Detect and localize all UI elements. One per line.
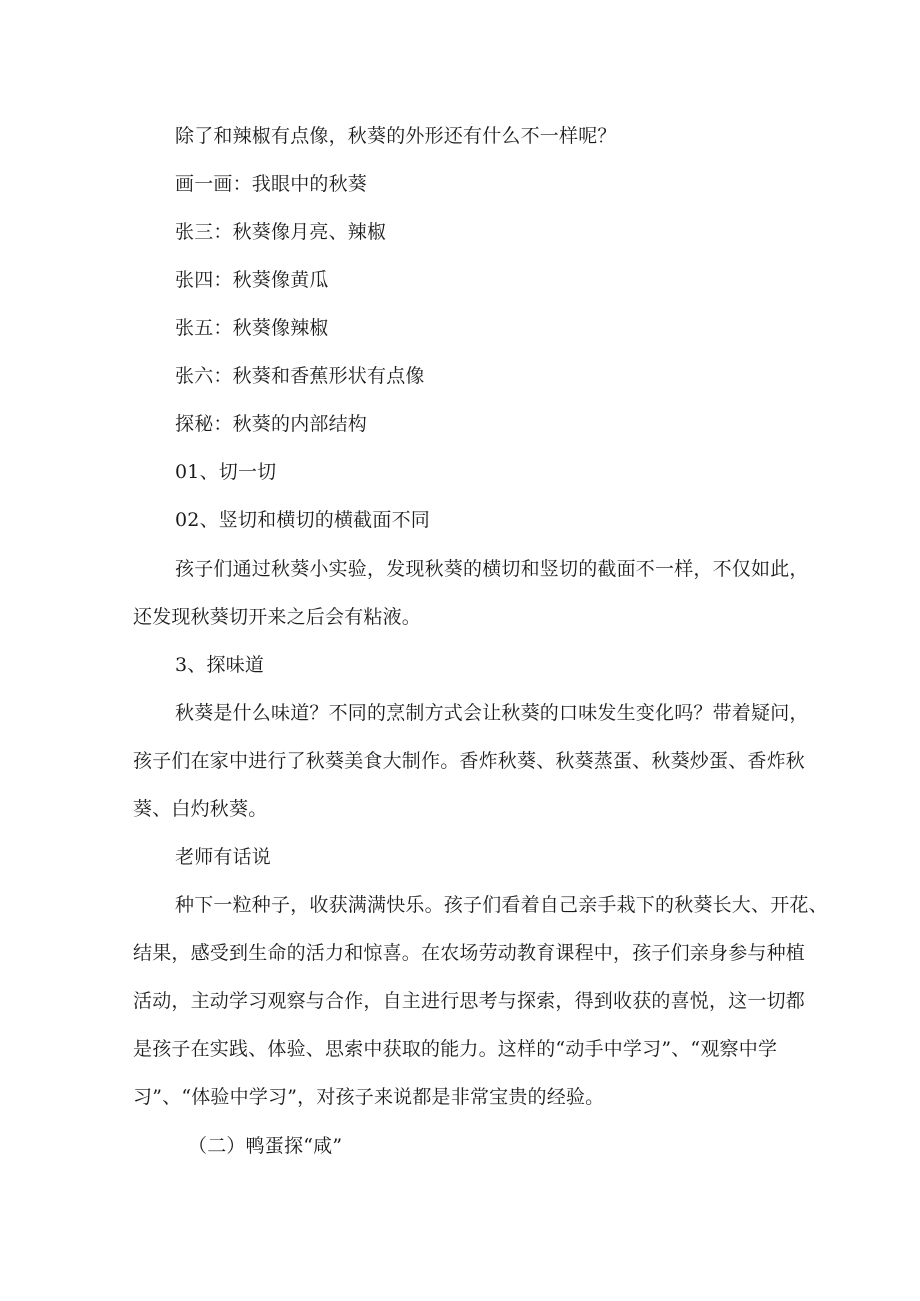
text-line: 张三：秋葵像月亮、辣椒 [175,221,387,243]
text-line: 还发现秋葵切开来之后会有粘液。 [133,606,422,628]
text-line: 01、切一切 [175,461,277,483]
section-heading: （二）鸭蛋探“咸” [188,1135,343,1157]
text-line: 葵、白灼秋葵。 [133,798,268,820]
text-line: 秋葵是什么味道？不同的烹制方式会让秋葵的口味发生变化吗？带着疑问， [175,702,809,724]
text-line: 种下一粒种子，收获满满快乐。孩子们看着自己亲手栽下的秋葵长大、开花、 [175,894,828,916]
text-line: 是孩子在实践、体验、思索中获取的能力。这样的“动手中学习”、“观察中学 [133,1038,778,1060]
text-line: 02、竖切和横切的横截面不同 [175,509,430,531]
text-line: 除了和辣椒有点像，秋葵的外形还有什么不一样呢？ [175,125,617,147]
text-line: 老师有话说 [175,846,272,868]
text-line: 探秘：秋葵的内部结构 [175,413,368,435]
text-line: 活动，主动学习观察与合作，自主进行思考与探索，得到收获的喜悦，这一切都 [133,990,806,1012]
text-line: 张六：秋葵和香蕉形状有点像 [175,365,425,387]
text-line: 画一画：我眼中的秋葵 [175,173,368,195]
text-line: 结果，感受到生命的活力和惊喜。在农场劳动教育课程中，孩子们亲身参与种植 [133,942,806,964]
text-line: 张五：秋葵像辣椒 [175,317,329,339]
text-line: 张四：秋葵像黄瓜 [175,269,329,291]
text-line: 习”、“体验中学习”，对孩子来说都是非常宝贵的经验。 [133,1086,605,1108]
text-line: 孩子们在家中进行了秋葵美食大制作。香炸秋葵、秋葵蒸蛋、秋葵炒蛋、香炸秋 [133,750,806,772]
text-line: 3、探味道 [175,654,265,676]
text-line: 孩子们通过秋葵小实验，发现秋葵的横切和竖切的截面不一样，不仅如此， [175,558,809,580]
